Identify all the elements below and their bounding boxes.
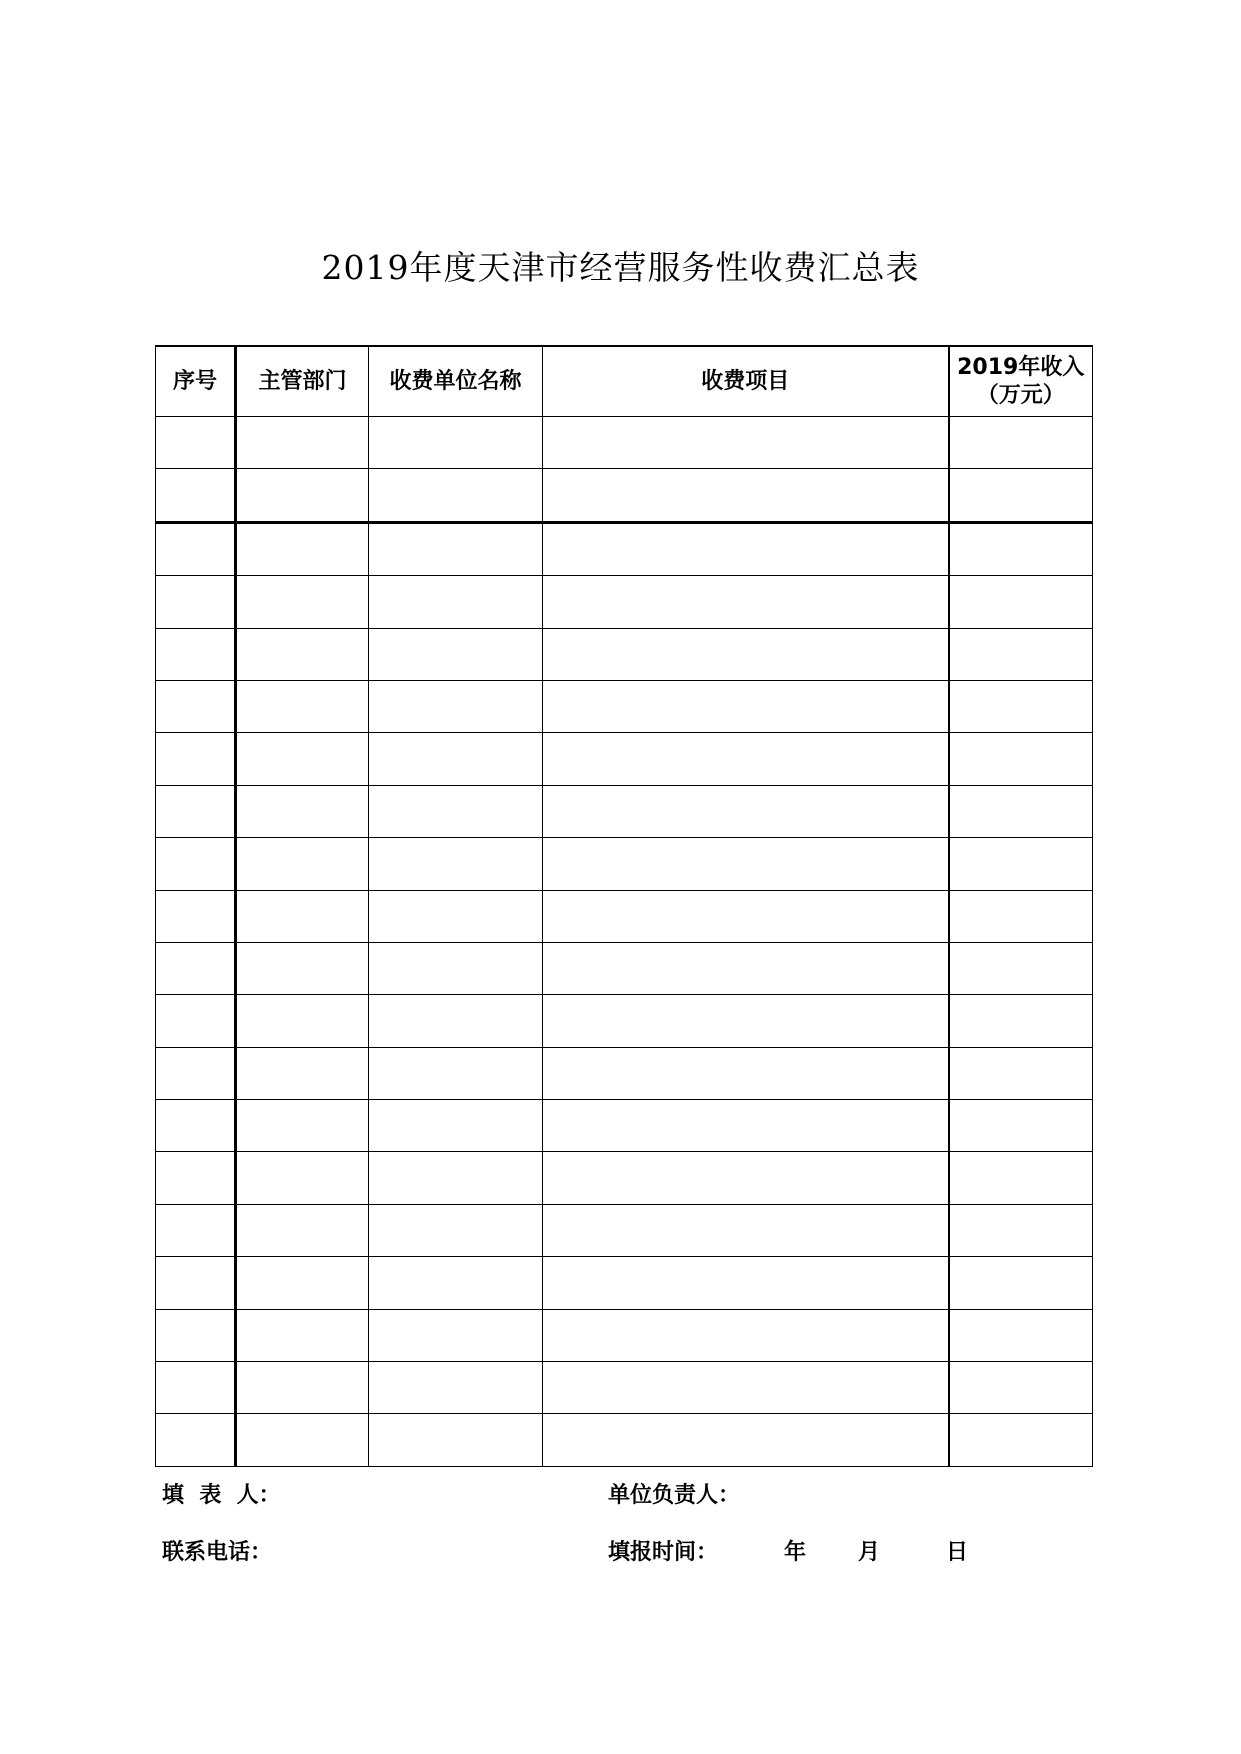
cell-income[interactable] xyxy=(949,733,1093,785)
cell-dept[interactable] xyxy=(236,838,369,890)
cell-unit-name[interactable] xyxy=(369,1362,543,1414)
table-row xyxy=(156,942,1093,994)
cell-unit-name[interactable] xyxy=(369,838,543,890)
cell-unit-name[interactable] xyxy=(369,1309,543,1361)
cell-fee-items[interactable] xyxy=(543,890,949,942)
cell-fee-items[interactable] xyxy=(543,1309,949,1361)
cell-dept[interactable] xyxy=(236,1204,369,1256)
cell-dept[interactable] xyxy=(236,942,369,994)
cell-seq[interactable] xyxy=(156,838,236,890)
cell-dept[interactable] xyxy=(236,1047,369,1099)
cell-fee-items[interactable] xyxy=(543,417,949,469)
table-row xyxy=(156,1152,1093,1204)
cell-fee-items[interactable] xyxy=(543,942,949,994)
cell-income[interactable] xyxy=(949,838,1093,890)
cell-seq[interactable] xyxy=(156,1047,236,1099)
cell-dept[interactable] xyxy=(236,469,369,522)
cell-dept[interactable] xyxy=(236,417,369,469)
cell-income[interactable] xyxy=(949,1047,1093,1099)
cell-fee-items[interactable] xyxy=(543,838,949,890)
table-row xyxy=(156,680,1093,732)
header-income-line2: （万元） xyxy=(976,382,1065,408)
cell-unit-name[interactable] xyxy=(369,942,543,994)
table-row xyxy=(156,1257,1093,1309)
cell-unit-name[interactable] xyxy=(369,890,543,942)
cell-seq[interactable] xyxy=(156,1204,236,1256)
cell-seq[interactable] xyxy=(156,1100,236,1152)
table-row xyxy=(156,890,1093,942)
cell-income[interactable] xyxy=(949,628,1093,680)
cell-fee-items[interactable] xyxy=(543,785,949,837)
phone-label: 联系电话： xyxy=(162,1540,273,1565)
cell-seq[interactable] xyxy=(156,628,236,680)
cell-seq[interactable] xyxy=(156,469,236,522)
year-label: 年 xyxy=(784,1540,807,1565)
cell-dept[interactable] xyxy=(236,1257,369,1309)
cell-dept[interactable] xyxy=(236,522,369,575)
cell-unit-name[interactable] xyxy=(369,1047,543,1099)
cell-unit-name[interactable] xyxy=(369,417,543,469)
cell-income[interactable] xyxy=(949,1414,1093,1466)
cell-unit-name[interactable] xyxy=(369,1152,543,1204)
cell-dept[interactable] xyxy=(236,733,369,785)
cell-income[interactable] xyxy=(949,1204,1093,1256)
cell-unit-name[interactable] xyxy=(369,1204,543,1256)
cell-seq[interactable] xyxy=(156,733,236,785)
cell-unit-name[interactable] xyxy=(369,1100,543,1152)
table-row xyxy=(156,1414,1093,1466)
cell-fee-items[interactable] xyxy=(543,576,949,628)
cell-fee-items[interactable] xyxy=(543,1047,949,1099)
document-title: 2019年度天津市经营服务性收费汇总表 xyxy=(321,248,920,287)
cell-income[interactable] xyxy=(949,1257,1093,1309)
month-label: 月 xyxy=(858,1540,881,1565)
fee-summary-table xyxy=(155,345,1093,1467)
cell-income[interactable] xyxy=(949,417,1093,469)
cell-seq[interactable] xyxy=(156,1414,236,1466)
cell-seq[interactable] xyxy=(156,1257,236,1309)
cell-income[interactable] xyxy=(949,469,1093,522)
filler-label: 填 表 人： xyxy=(162,1483,281,1508)
cell-dept[interactable] xyxy=(236,628,369,680)
table-row xyxy=(156,995,1093,1047)
cell-seq[interactable] xyxy=(156,417,236,469)
cell-fee-items[interactable] xyxy=(543,1414,949,1466)
cell-unit-name[interactable] xyxy=(369,680,543,732)
cell-fee-items[interactable] xyxy=(543,469,949,522)
table-row xyxy=(156,628,1093,680)
header-unit-name: 收费单位名称 xyxy=(369,346,543,417)
cell-seq[interactable] xyxy=(156,522,236,575)
cell-fee-items[interactable] xyxy=(543,733,949,785)
table-row xyxy=(156,838,1093,890)
table-row xyxy=(156,417,1093,469)
cell-seq[interactable] xyxy=(156,995,236,1047)
cell-seq[interactable] xyxy=(156,890,236,942)
cell-dept[interactable] xyxy=(236,1362,369,1414)
table-row xyxy=(156,733,1093,785)
header-seq: 序号 xyxy=(156,346,236,417)
table-body xyxy=(156,417,1093,1467)
table-row xyxy=(156,1204,1093,1256)
table-row xyxy=(156,1309,1093,1361)
cell-unit-name[interactable] xyxy=(369,995,543,1047)
header-fee-items: 收费项目 xyxy=(543,346,949,417)
header-income-line1: 2019年收入 xyxy=(957,354,1085,380)
table-row xyxy=(156,522,1093,575)
cell-fee-items[interactable] xyxy=(543,1100,949,1152)
cell-fee-items[interactable] xyxy=(543,1152,949,1204)
table-row xyxy=(156,1047,1093,1099)
header-income xyxy=(949,346,1093,417)
cell-unit-name[interactable] xyxy=(369,1414,543,1466)
cell-fee-items[interactable] xyxy=(543,1204,949,1256)
table-row xyxy=(156,1100,1093,1152)
cell-dept[interactable] xyxy=(236,890,369,942)
cell-seq[interactable] xyxy=(156,785,236,837)
cell-income[interactable] xyxy=(949,995,1093,1047)
cell-dept[interactable] xyxy=(236,1309,369,1361)
cell-seq[interactable] xyxy=(156,1362,236,1414)
cell-income[interactable] xyxy=(949,785,1093,837)
table-row xyxy=(156,1362,1093,1414)
cell-seq[interactable] xyxy=(156,576,236,628)
cell-income[interactable] xyxy=(949,1309,1093,1361)
day-label: 日 xyxy=(946,1540,969,1565)
table-row xyxy=(156,469,1093,522)
cell-income[interactable] xyxy=(949,942,1093,994)
cell-seq[interactable] xyxy=(156,942,236,994)
cell-seq[interactable] xyxy=(156,1152,236,1204)
cell-income[interactable] xyxy=(949,1362,1093,1414)
cell-dept[interactable] xyxy=(236,680,369,732)
cell-fee-items[interactable] xyxy=(543,628,949,680)
cell-fee-items[interactable] xyxy=(543,995,949,1047)
cell-unit-name[interactable] xyxy=(369,576,543,628)
cell-income[interactable] xyxy=(949,576,1093,628)
cell-income[interactable] xyxy=(949,680,1093,732)
cell-dept[interactable] xyxy=(236,1414,369,1466)
cell-fee-items[interactable] xyxy=(543,680,949,732)
cell-unit-name[interactable] xyxy=(369,522,543,575)
unit-head-label: 单位负责人： xyxy=(608,1483,741,1508)
cell-unit-name[interactable] xyxy=(369,1257,543,1309)
cell-dept[interactable] xyxy=(236,576,369,628)
cell-dept[interactable] xyxy=(236,785,369,837)
cell-income[interactable] xyxy=(949,890,1093,942)
cell-dept[interactable] xyxy=(236,1100,369,1152)
cell-seq[interactable] xyxy=(156,1309,236,1361)
table-header-row xyxy=(156,346,1093,417)
cell-fee-items[interactable] xyxy=(543,1257,949,1309)
cell-unit-name[interactable] xyxy=(369,733,543,785)
cell-income[interactable] xyxy=(949,522,1093,575)
fill-date-label: 填报时间： xyxy=(608,1540,719,1565)
table-row xyxy=(156,785,1093,837)
table-row xyxy=(156,576,1093,628)
cell-fee-items[interactable] xyxy=(543,1362,949,1414)
cell-unit-name[interactable] xyxy=(369,785,543,837)
cell-unit-name[interactable] xyxy=(369,628,543,680)
header-dept: 主管部门 xyxy=(236,346,369,417)
cell-dept[interactable] xyxy=(236,1152,369,1204)
cell-dept[interactable] xyxy=(236,995,369,1047)
cell-income[interactable] xyxy=(949,1152,1093,1204)
cell-seq[interactable] xyxy=(156,680,236,732)
cell-unit-name[interactable] xyxy=(369,469,543,522)
cell-fee-items[interactable] xyxy=(543,522,949,575)
cell-income[interactable] xyxy=(949,1100,1093,1152)
